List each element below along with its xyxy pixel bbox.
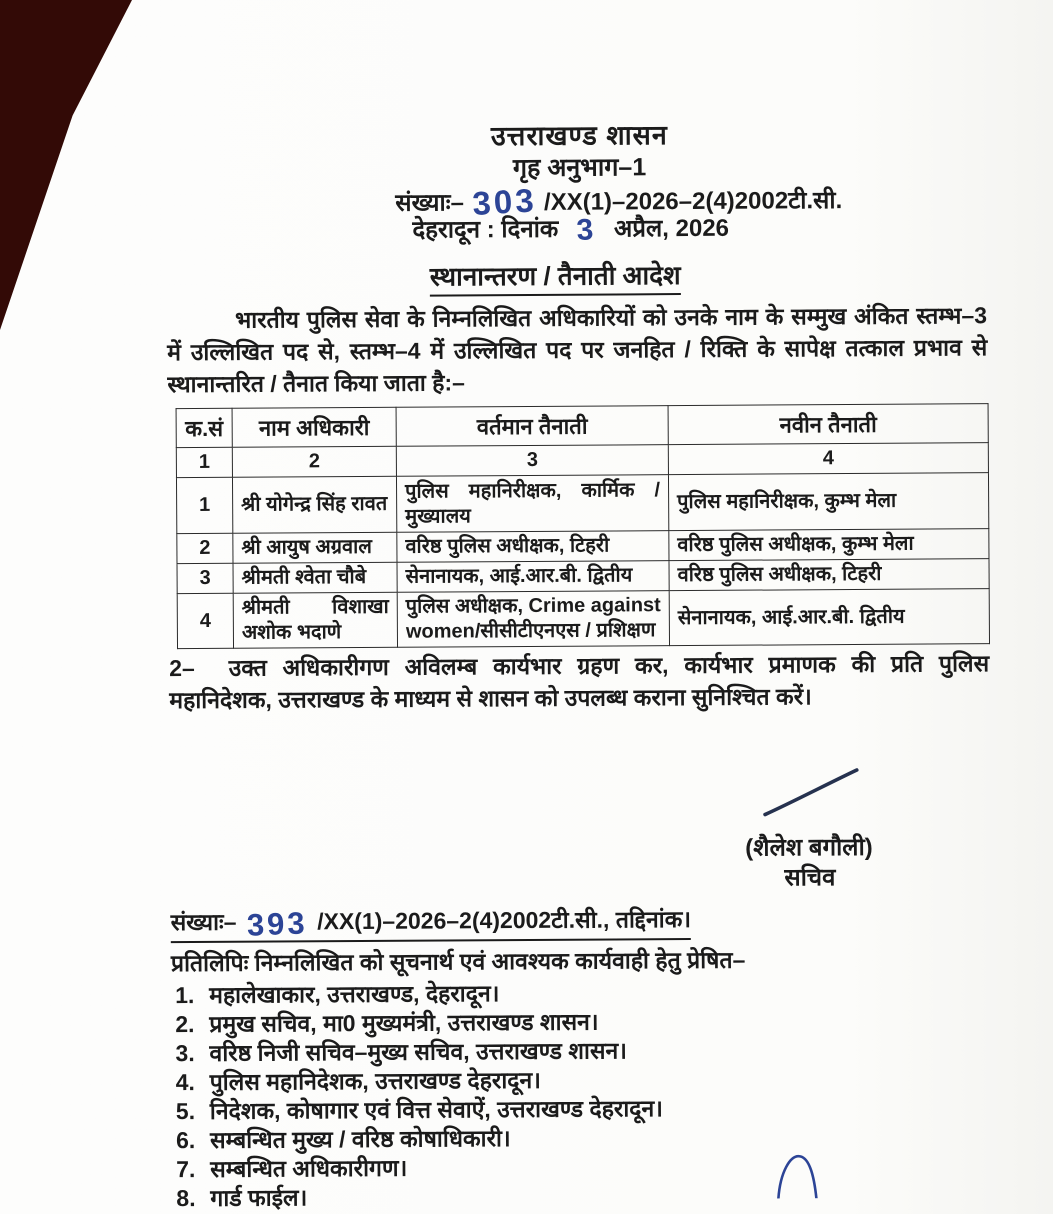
list-item-number: 1. [175,982,195,1009]
signatory-designation: सचिव [784,864,836,892]
col-number-4: 4 [668,443,988,475]
ref2-rest: /XX(1)–2026–2(4)2002टी.सी., तद्दिनांक। [317,906,692,935]
list-item-number: 4. [175,1069,195,1096]
row-serial: 2 [177,533,233,563]
row-serial: 3 [177,563,233,593]
col-number-3: 3 [396,445,668,477]
list-item [176,1061,936,1095]
list-item [175,1003,935,1037]
list-item-text: पुलिस महानिदेशक, उत्तराखण्ड देहरादून। [209,1066,542,1095]
list-item-text: प्रमुख सचिव, मा0 मुख्यमंत्री, उत्तराखण्ड शासन। [209,1008,599,1037]
number-rest: /XX(1)–2026–2(4)2002टी.सी. [543,187,843,216]
list-item-text: महालेखाकार, उत्तराखण्ड, देहरादून। [209,980,500,1008]
list-item-text: वरिष्ठ निजी सचिव–मुख्य सचिव, उत्तराखण्ड शासन। [209,1037,628,1066]
row-new-posting: सेनानायक, आई.आर.बी. द्वितीय [669,589,989,646]
row-current-posting: वरिष्ठ पुलिस अधीक्षक, टिहरी [397,531,669,563]
row-new-posting: वरिष्ठ पुलिस अधीक्षक, कुम्भ मेला [669,529,989,561]
col-number-2: 2 [232,446,396,477]
copy-forward-line: प्रतिलिपिः निम्नलिखित को सूचनार्थ एवं आवश्यक कार्यवाही हेतु प्रेषित– [170,946,746,977]
list-item [175,974,935,1008]
row-serial: 1 [176,477,232,533]
list-item-number: 3. [175,1040,195,1067]
table-row [177,559,989,594]
paragraph-number: 2– [169,655,195,682]
signatory-name: (शैलेश बगौली) [745,833,873,862]
col-header-current-posting: वर्तमान तैनाती [396,406,668,447]
row-current-posting: पुलिस महानिरीक्षक, कार्मिक /मुख्यालय [396,475,668,533]
copy-reference-line [171,901,692,943]
row-current-posting: सेनानायक, आई.आर.बी. द्वितीय [397,561,669,593]
list-item-text: निदेशक, कोषागार एवं वित्त सेवाऐं, उत्तराखण्ड देहरादून। [209,1095,664,1124]
document-title-text: स्थानान्तरण / तैनाती आदेश [430,260,681,297]
list-item-text: सम्बन्धित अधिकारीगण। [210,1154,408,1182]
row-officer-name: श्री योगेन्द्र सिंह रावत [232,476,396,533]
section-title: गृह अनुभाग–1 [512,153,647,183]
list-item-number: 5. [175,1098,196,1125]
table-row [177,529,989,564]
list-item-text: गार्ड फाईल। [210,1184,308,1211]
list-item-number: 6. [175,1127,196,1154]
col-number-1: 1 [176,447,232,477]
list-item [175,1032,935,1066]
col-header-new-posting: नवीन तैनाती [668,404,988,445]
signature-stroke [757,760,877,821]
row-serial: 4 [177,593,233,648]
row-officer-name: श्री आयुष अग्रवाल [233,532,397,563]
handwritten-copy-number: 393 [245,905,309,943]
place-date-line [412,211,729,246]
number-prefix: संख्याः– [395,189,464,217]
row-officer-name: श्रीमती विशाखा अशोक भदाणे [233,592,397,648]
list-item-number: 2. [175,1011,195,1038]
row-new-posting: वरिष्ठ पुलिस अधीक्षक, टिहरी [669,559,989,591]
transfer-order-table [176,403,990,649]
handwritten-date: 3 [575,213,598,248]
ref2-prefix: संख्याः– [170,908,237,936]
place-date-prefix: देहरादून : दिनांक [412,215,559,244]
department-title: उत्तराखण्ड शासन [490,120,668,152]
column-number-row [176,443,988,478]
handwritten-order-number: 303 [471,181,538,222]
row-officer-name: श्रीमती श्वेता चौबे [233,562,397,593]
table-header-row [176,404,988,448]
row-new-posting: पुलिस महानिरीक्षक, कुम्भ मेला [668,473,988,531]
row-current-posting: पुलिस अधीक्षक, Crime against women/सीसीटीएनएस / प्रशिक्षण [397,591,669,648]
list-item-number: 8. [176,1185,196,1212]
pen-mark-artifact [770,1148,830,1198]
col-header-serial: क.सं [176,408,232,447]
list-item-text: सम्बन्धित मुख्य / वरिष्ठ कोषाधिकारी। [209,1125,511,1153]
list-item-number: 7. [176,1156,196,1183]
col-header-officer-name: नाम अधिकारी [232,407,396,447]
date-rest: अप्रैल, 2026 [613,214,730,243]
list-item [176,1119,936,1153]
instruction-paragraph [169,647,989,716]
document-title [0,254,1052,296]
table-row [176,473,988,534]
instruction-text: उक्त अधिकारीगण अविलम्ब कार्यभार ग्रहण कर, कार्यभार प्रमाणक की प्रति पुलिस महानिदेशक, उत्तराखण्ड के माध्यम से शासन को उपलब्ध कराना सुनिश्चित करें। [169,650,990,714]
table-row [177,589,989,649]
intro-paragraph: भारतीय पुलिस सेवा के निम्नलिखित अधिकारियों को उनके नाम के सम्मुख अंकित स्तम्भ–3 में उल्लिखित पद से, स्तम्भ–4 में उल्लिखित पद पर जनहित / रिक्ति के सापेक्ष तत्काल प्रभाव से स्थानान्तरित / तैनात किया जाता है:– [167,302,988,398]
list-item [176,1090,936,1124]
